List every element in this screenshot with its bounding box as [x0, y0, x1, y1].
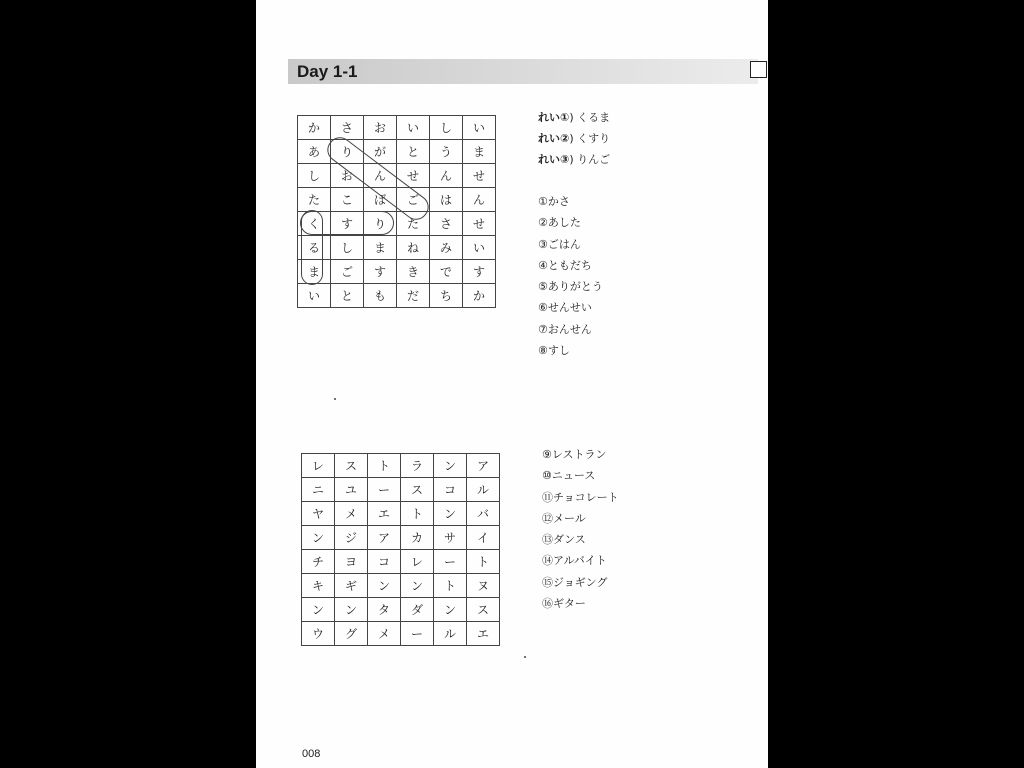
- example-item: れい②) くすり: [538, 132, 611, 145]
- grid-cell: も: [364, 284, 397, 308]
- grid-cell: い: [397, 116, 430, 140]
- grid-cell: せ: [397, 164, 430, 188]
- grid-cell: す: [463, 260, 496, 284]
- example-list: [538, 107, 610, 170]
- grid-cell: り: [364, 212, 397, 236]
- grid-cell: ま: [298, 260, 331, 284]
- grid-row: [302, 622, 500, 646]
- grid-cell: か: [298, 116, 331, 140]
- word-list-item: ⑥せんせい: [538, 301, 592, 315]
- grid-cell: ニ: [302, 478, 335, 502]
- word-list-item: ⑨レストラン: [542, 448, 607, 461]
- grid-cell: ス: [401, 478, 434, 502]
- grid-cell: ヨ: [335, 550, 368, 574]
- grid-cell: ー: [401, 622, 434, 646]
- grid-cell: ダ: [401, 598, 434, 622]
- word-list-item: ⑤ありがとう: [538, 280, 603, 294]
- word-list-item: ⑩ニュース: [542, 469, 596, 483]
- grid-cell: あ: [298, 140, 331, 164]
- grid-cell: メ: [368, 622, 401, 646]
- grid-row: [298, 284, 496, 308]
- grid-cell: ア: [467, 454, 500, 478]
- grid-cell: キ: [302, 574, 335, 598]
- grid-cell: グ: [335, 622, 368, 646]
- grid-cell: だ: [397, 284, 430, 308]
- grid-cell: レ: [401, 550, 434, 574]
- grid-cell: ば: [364, 188, 397, 212]
- grid-cell: ウ: [302, 622, 335, 646]
- grid-cell: ン: [434, 454, 467, 478]
- stray-mark: [334, 398, 336, 400]
- grid-cell: と: [397, 140, 430, 164]
- grid-row: [302, 502, 500, 526]
- grid-cell: し: [430, 116, 463, 140]
- grid-cell: か: [463, 284, 496, 308]
- grid-cell: ン: [368, 574, 401, 598]
- grid-cell: エ: [467, 622, 500, 646]
- day-header-bar: [288, 59, 758, 84]
- grid-cell: し: [298, 164, 331, 188]
- grid-cell: ー: [434, 550, 467, 574]
- grid-cell: お: [364, 116, 397, 140]
- grid-cell: ン: [335, 598, 368, 622]
- grid-cell: す: [331, 212, 364, 236]
- grid-cell: ジ: [335, 526, 368, 550]
- grid-cell: ン: [434, 502, 467, 526]
- example-item: れい③) りんご: [538, 153, 611, 166]
- word-list-item: ⑦おんせん: [538, 322, 592, 336]
- grid-cell: す: [364, 260, 397, 284]
- grid-cell: チ: [302, 550, 335, 574]
- grid-cell: カ: [401, 526, 434, 550]
- grid-cell: こ: [331, 188, 364, 212]
- grid-cell: い: [463, 116, 496, 140]
- page-title: Day 1-1: [297, 62, 358, 81]
- grid-cell: ん: [430, 164, 463, 188]
- grid-row: [302, 598, 500, 622]
- grid-cell: レ: [302, 454, 335, 478]
- grid-row: [298, 236, 496, 260]
- katakana-word-list: [542, 444, 619, 614]
- katakana-word-search-grid: [301, 453, 500, 646]
- completion-checkbox[interactable]: [750, 61, 767, 78]
- example-item: れい①) くるま: [538, 111, 611, 124]
- grid-cell: バ: [467, 502, 500, 526]
- answer-circle-kusuri: [300, 211, 394, 235]
- grid-cell: メ: [335, 502, 368, 526]
- word-list-item: ⑭アルバイト: [542, 554, 607, 568]
- word-list-item: ⑫メール: [542, 511, 586, 525]
- word-list-item: ③ごはん: [538, 237, 581, 251]
- grid-cell: ね: [397, 236, 430, 260]
- word-list-item: ⑯ギター: [542, 597, 586, 611]
- grid-row: [298, 116, 496, 140]
- word-list-item: ⑬ダンス: [542, 533, 586, 547]
- word-list-item: ⑪チョコレート: [542, 490, 619, 504]
- grid-cell: き: [397, 260, 430, 284]
- grid-cell: コ: [368, 550, 401, 574]
- grid-cell: い: [298, 284, 331, 308]
- grid-cell: た: [397, 212, 430, 236]
- grid-cell: ト: [434, 574, 467, 598]
- grid-cell: ン: [434, 598, 467, 622]
- grid-cell: し: [331, 236, 364, 260]
- word-list-item: ①かさ: [538, 195, 570, 208]
- grid-cell: る: [298, 236, 331, 260]
- grid-cell: エ: [368, 502, 401, 526]
- grid-cell: ち: [430, 284, 463, 308]
- grid-cell: ス: [335, 454, 368, 478]
- grid-cell: タ: [368, 598, 401, 622]
- grid-row: [302, 550, 500, 574]
- grid-cell: さ: [430, 212, 463, 236]
- grid-cell: ん: [364, 164, 397, 188]
- grid-row: [302, 526, 500, 550]
- word-list-item: ⑧すし: [538, 344, 570, 358]
- grid-cell: せ: [463, 164, 496, 188]
- grid-cell: イ: [467, 526, 500, 550]
- grid-cell: ト: [467, 550, 500, 574]
- grid-cell: お: [331, 164, 364, 188]
- grid-cell: が: [364, 140, 397, 164]
- grid-cell: ご: [331, 260, 364, 284]
- grid-cell: サ: [434, 526, 467, 550]
- grid-cell: ア: [368, 526, 401, 550]
- grid-row: [302, 454, 500, 478]
- word-list-item: ④ともだち: [538, 258, 592, 272]
- word-list-item: ②あした: [538, 216, 581, 230]
- grid-cell: い: [463, 236, 496, 260]
- grid-cell: ギ: [335, 574, 368, 598]
- grid-cell: み: [430, 236, 463, 260]
- grid-cell: ル: [434, 622, 467, 646]
- grid-cell: と: [331, 284, 364, 308]
- grid-cell: ン: [302, 526, 335, 550]
- grid-cell: せ: [463, 212, 496, 236]
- page-number: 008: [302, 748, 321, 760]
- grid-cell: ま: [364, 236, 397, 260]
- grid-cell: ン: [401, 574, 434, 598]
- grid-row: [298, 260, 496, 284]
- grid-row: [302, 478, 500, 502]
- grid-cell: ご: [397, 188, 430, 212]
- grid-cell: ト: [401, 502, 434, 526]
- grid-row: [302, 574, 500, 598]
- grid-cell: ル: [467, 478, 500, 502]
- grid-cell: ユ: [335, 478, 368, 502]
- workbook-page: [256, 0, 768, 768]
- grid-cell: ン: [302, 598, 335, 622]
- grid-cell: は: [430, 188, 463, 212]
- grid-cell: ス: [467, 598, 500, 622]
- grid-cell: ト: [368, 454, 401, 478]
- grid-cell: コ: [434, 478, 467, 502]
- grid-cell: ん: [463, 188, 496, 212]
- grid-cell: く: [298, 212, 331, 236]
- grid-cell: ヤ: [302, 502, 335, 526]
- hiragana-word-list: [538, 191, 603, 361]
- grid-cell: さ: [331, 116, 364, 140]
- grid-cell: た: [298, 188, 331, 212]
- grid-cell: で: [430, 260, 463, 284]
- word-list-item: ⑮ジョギング: [542, 575, 608, 589]
- grid-cell: り: [331, 140, 364, 164]
- grid-cell: ヌ: [467, 574, 500, 598]
- grid-cell: ラ: [401, 454, 434, 478]
- grid-cell: ま: [463, 140, 496, 164]
- stray-mark: [524, 656, 526, 658]
- grid-cell: ー: [368, 478, 401, 502]
- grid-cell: う: [430, 140, 463, 164]
